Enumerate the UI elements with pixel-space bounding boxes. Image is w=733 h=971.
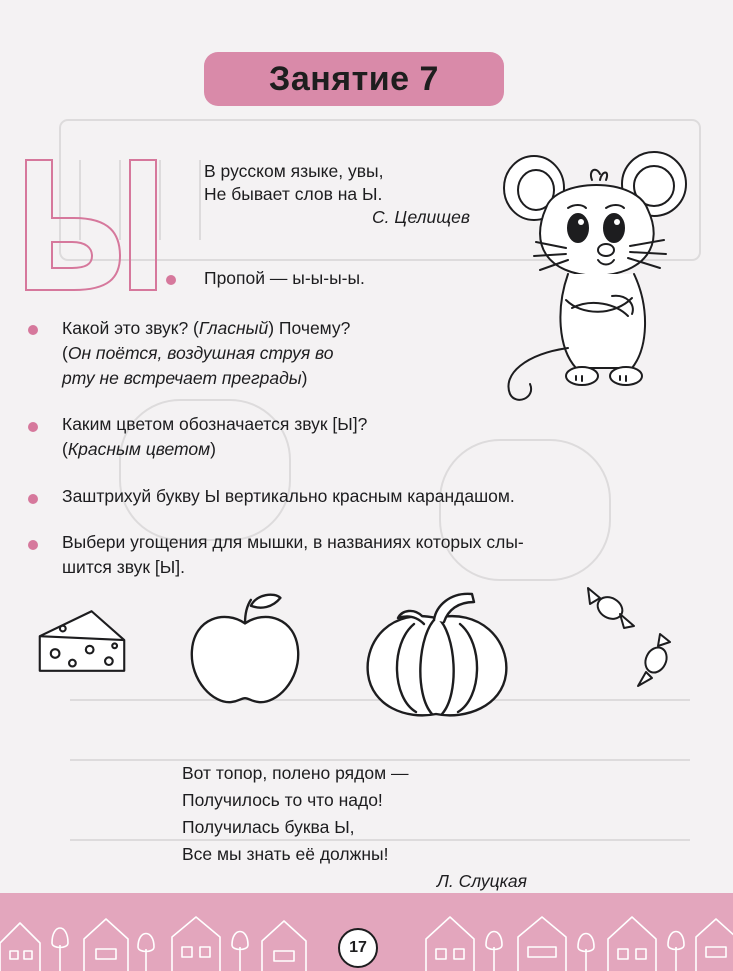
mouse-illustration [496, 148, 696, 410]
task-question: Каким цветом обозначается звук [Ы]? [62, 414, 368, 434]
top-poem-line: Не бывает слов на Ы. [204, 184, 383, 204]
task-note: Красным цветом [67, 439, 211, 459]
task-bullet [166, 275, 176, 285]
task-note: Он поётся, воздушная струя во [67, 343, 334, 363]
bottom-poem-line: Вот топор, полено рядом — [182, 763, 409, 783]
apple-icon [186, 590, 304, 708]
task-note-paren: ) [301, 368, 308, 388]
task-bullet [28, 494, 38, 504]
task-text: Заштрихуй букву Ы вертикально красным карандашом. [62, 486, 515, 506]
letter-y-outline-icon [22, 156, 162, 294]
task-note-paren: ) [210, 439, 216, 459]
task-question: Какой это звук? ( [62, 318, 199, 338]
candy-icon [630, 630, 680, 690]
cheese-icon [34, 606, 130, 676]
task-note-paren: ( [62, 343, 68, 363]
top-poem-line: В русском языке, увы, [204, 161, 384, 181]
bottom-poem-line: Получилось то что надо! [182, 790, 383, 810]
lesson-title-box [204, 52, 504, 106]
task-line: шится звук [Ы]. [62, 557, 186, 577]
task-line: Выбери угощения для мышки, в названиях которых слы- [62, 532, 524, 552]
top-poem-author: С. Целищев [372, 207, 470, 227]
task-bullet [28, 540, 38, 550]
task-text: Пропой — ы-ы-ы-ы. [204, 268, 365, 288]
bottom-poem [182, 760, 527, 895]
task-answer: Гласный [198, 318, 269, 338]
bottom-poem-author: Л. Слуцкая [436, 871, 527, 891]
lesson-title: Занятие 7 [269, 59, 439, 98]
task-bullet [28, 325, 38, 335]
candy-icon [580, 582, 640, 632]
top-poem [204, 160, 470, 229]
task-note-paren: ( [62, 439, 68, 459]
bottom-poem-line: Все мы знать её должны! [182, 844, 389, 864]
task-bullet [28, 422, 38, 432]
task-note: рту не встречает преграды [62, 368, 302, 388]
task-text [62, 412, 367, 462]
task-text [62, 316, 350, 391]
task-question: ) Почему? [268, 318, 351, 338]
task-text [62, 530, 524, 580]
bottom-poem-line: Получилась буква Ы, [182, 817, 355, 837]
pumpkin-icon [362, 584, 512, 724]
page-number: 17 [338, 928, 378, 968]
